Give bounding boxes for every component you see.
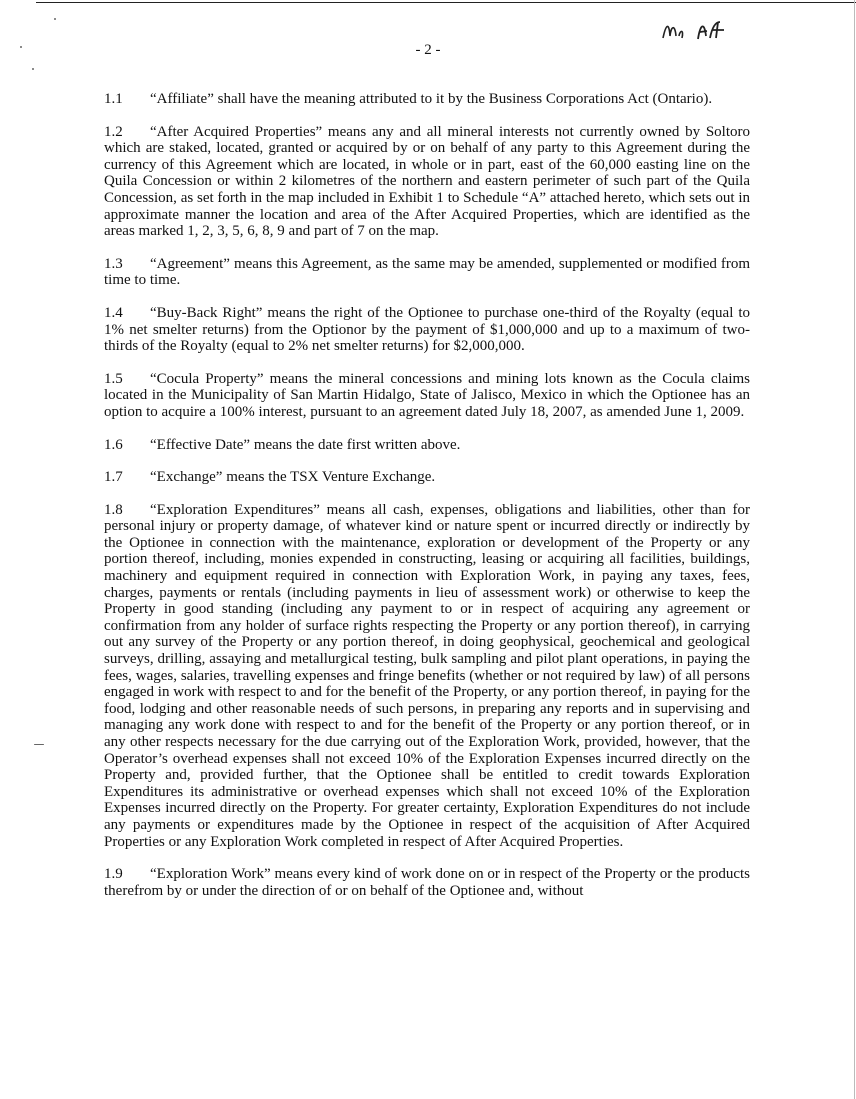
clause-number: 1.5 bbox=[104, 370, 123, 387]
clause-number: 1.2 bbox=[104, 123, 123, 140]
clause-text: “Affiliate” shall have the meaning attributed to it by the Business Corporations Act (Ontario). bbox=[150, 91, 713, 107]
clause-1-6 bbox=[104, 437, 750, 454]
clause-number: 1.8 bbox=[104, 501, 123, 518]
clause-number: 1.9 bbox=[104, 866, 123, 883]
clause-text: “Agreement” means this Agreement, as the same may be amended, supplemented or modified from time to time. bbox=[104, 255, 750, 289]
scan-speck bbox=[54, 18, 56, 20]
clause-number: 1.1 bbox=[104, 91, 123, 107]
clause-text: “Buy-Back Right” means the right of the Optionee to purchase one-third of the Royalty (equal to 1% net smelter returns) from the Optionor by the payment of $1,000,000 and up to a maximum of two-thirds of the Royalty (equal to 2% net smelter returns) for $2,000,000. bbox=[104, 304, 750, 355]
clause-number: 1.7 bbox=[104, 469, 123, 486]
scan-speck bbox=[32, 68, 34, 70]
scan-speck bbox=[34, 744, 44, 745]
page-top-border bbox=[36, 2, 856, 3]
clause-text: “Exploration Work” means every kind of work done on or in respect of the Property or the products therefrom by or under the direction of or on behalf of the Optionee and, without bbox=[104, 866, 750, 899]
clause-1-3 bbox=[104, 256, 750, 289]
clause-1-5 bbox=[104, 371, 750, 421]
page-right-border bbox=[854, 0, 855, 1099]
clause-number: 1.6 bbox=[104, 436, 123, 453]
clause-1-7 bbox=[104, 469, 750, 486]
page-number: - 2 - bbox=[415, 42, 441, 58]
clause-1-9 bbox=[104, 866, 750, 899]
clause-text: “Cocula Property” means the mineral concessions and mining lots known as the Cocula claims located in the Municipality of San Martin Hidalgo, State of Jalisco, Mexico in which the Optionee has an option to acquire a 100% interest, pursuant to an agreement dated July 18, 2007, as amended June 1, 2009. bbox=[104, 370, 750, 420]
clause-1-1 bbox=[104, 91, 750, 108]
document-body bbox=[104, 91, 750, 899]
clause-text: “Effective Date” means the date first written above. bbox=[150, 436, 461, 453]
clause-text: “Exchange” means the TSX Venture Exchange. bbox=[150, 469, 436, 486]
clause-number: 1.4 bbox=[104, 304, 123, 321]
clause-1-4 bbox=[104, 305, 750, 355]
clause-text: “After Acquired Properties” means any and all mineral interests not currently owned by Soltoro which are staked, located, granted or acquired by or on behalf of any party to this Agreement during the currency of this Agreement which are located, in whole or in part, east of the 60,000 easting line on the Quila Concession or within 2 kilometres of the northern and eastern perimeter of such part of the Quila Concession, as set forth in the map included in Exhibit 1 to Schedule “A” attached hereto, which sets out in approximate manner the location and area of the After Acquired Properties, which are identified as the areas marked 1, 2, 3, 5, 6, 8, 9 and part of 7 on the map. bbox=[104, 123, 750, 240]
clause-number: 1.3 bbox=[104, 255, 123, 272]
initials-signature-icon bbox=[660, 14, 730, 44]
clause-1-2 bbox=[104, 124, 750, 240]
clause-1-8 bbox=[104, 502, 750, 850]
clause-text: “Exploration Expenditures” means all cash, expenses, obligations and liabilities, other than for personal injury or property damage, of whatever kind or nature spent or incurred directly or indirectly by the Optionee in connection with the maintenance, exploration or development of the Property or any portion thereof, including, monies expended in constructing, leasing or acquiring all facilities, buildings, machinery and equipment required in connection with Exploration Work, in paying any taxes, fees, charges, payments or rentals (including payments in lieu of assessment work) or otherwise to keep the Property in good standing (including any payment to or in respect of acquiring any agreement or confirmation from any holder of surface rights respecting the Property or any portion thereof), in carrying out any survey of the Property or any portion thereof, in doing geophysical, geochemical and geological surveys, drilling, assaying and metallurgical testing, bulk sampling and pilot plant operations, in paying the fees, wages, salaries, travelling expenses and fringe benefits (whether or not required by law) of all persons engaged in work with respect to and for the benefit of the Property, or any portion thereof, in paying for the food, lodging and other reasonable needs of such persons, in preparing any reports and in supervising and managing any work done with respect to and for the benefit of the Property or any portion thereof, or in any other respects necessary for the due carrying out of the Exploration Work, provided, however, that the Operator’s overhead expenses shall not exceed 10% of the Exploration Expenses incurred directly on the Property and, provided further, that the Optionee shall be entitled to credit towards Exploration Expenditures its administrative or overhead expenses which shall not exceed 10% of the Exploration Expenses incurred directly on the Property. For greater certainty, Exploration Expenditures do not include any payments or expenditures made by the Optionee in respect of the acquisition of After Acquired Properties or any Exploration Work completed in respect of After Acquired Properties. bbox=[104, 501, 750, 850]
